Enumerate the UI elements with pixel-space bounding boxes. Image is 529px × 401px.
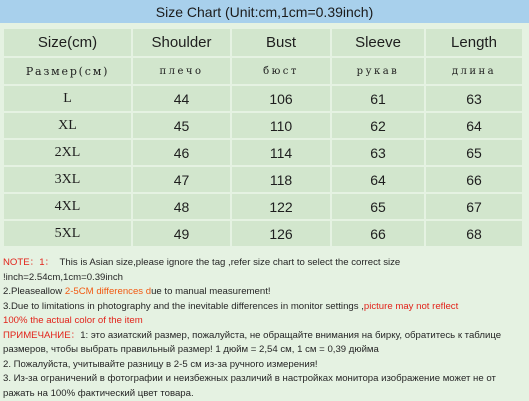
size-chart-table: [2, 27, 524, 248]
shoulder-cell: 49: [133, 221, 230, 246]
shoulder-cell: 47: [133, 167, 230, 192]
sleeve-cell: 62: [332, 113, 424, 138]
ru-note-line-1: [3, 329, 527, 344]
size-notes: [3, 256, 527, 401]
header-length-ru: длина: [426, 58, 522, 84]
table-row: [4, 113, 522, 138]
shoulder-cell: 48: [133, 194, 230, 219]
length-cell: 66: [426, 167, 522, 192]
header-shoulder-ru: плечо: [133, 58, 230, 84]
size-chart-title: Size Chart (Unit:cm,1cm=0.39inch): [0, 0, 529, 23]
table-row: [4, 167, 522, 192]
sleeve-cell: 65: [332, 194, 424, 219]
size-cell: XL: [4, 113, 131, 138]
size-cell: L: [4, 86, 131, 111]
sleeve-cell: 64: [332, 167, 424, 192]
sleeve-cell: 66: [332, 221, 424, 246]
note-line-2: [3, 285, 527, 300]
ru-note-line-2: 2. Пожалуйста, учитывайте разницу в 2-5 см из-за ручного измерения!: [3, 358, 527, 373]
header-sleeve-ru: рукав: [332, 58, 424, 84]
length-cell: 64: [426, 113, 522, 138]
header-bust-ru: бюст: [232, 58, 330, 84]
note-text: 1: это азиатский размер, пожалуйста, не обращайте внимания на бирку, обратитесь к таблице: [80, 330, 501, 341]
bust-cell: 126: [232, 221, 330, 246]
length-cell: 63: [426, 86, 522, 111]
ru-note-label: ПРИМЕЧАНИЕ：: [3, 330, 80, 341]
note-line-1: [3, 256, 527, 271]
header-length: Length: [426, 29, 522, 56]
header-bust: Bust: [232, 29, 330, 56]
bust-cell: 118: [232, 167, 330, 192]
header-row-english: [4, 29, 522, 56]
table-row: [4, 140, 522, 165]
size-cell: 2XL: [4, 140, 131, 165]
header-size: Size(cm): [4, 29, 131, 56]
note-line-3-cont: 100% the actual color of the item: [3, 314, 527, 329]
ru-note-line-3: 3. Из-за ограничений в фотографии и неизбежных различий в настройках монитора изображение может не от: [3, 372, 527, 387]
shoulder-cell: 46: [133, 140, 230, 165]
note-text: 3.Due to limitations in photography and the inevitable differences in monitor settings ,: [3, 301, 364, 312]
note-line-3: [3, 300, 527, 315]
header-sleeve: Sleeve: [332, 29, 424, 56]
note-highlight: picture may not reflect: [364, 301, 458, 312]
table-row: [4, 221, 522, 246]
sleeve-cell: 61: [332, 86, 424, 111]
size-cell: 4XL: [4, 194, 131, 219]
length-cell: 67: [426, 194, 522, 219]
note-label: NOTE：: [3, 257, 39, 268]
size-cell: 5XL: [4, 221, 131, 246]
table-row: [4, 194, 522, 219]
note-line-inch: !inch=2.54cm,1cm=0.39inch: [3, 271, 527, 286]
size-cell: 3XL: [4, 167, 131, 192]
note-text: ue to manual measurement!: [151, 286, 270, 297]
note-text: This is Asian size,please ignore the tag ,refer size chart to select the correct size: [60, 257, 401, 268]
ru-note-line-3-cont: ражать на 100% фактический цвет товара.: [3, 387, 527, 401]
length-cell: 65: [426, 140, 522, 165]
table-row: [4, 86, 522, 111]
bust-cell: 110: [232, 113, 330, 138]
ru-note-line-1-cont: размеров, чтобы выбрать правильный размер! 1 дюйм = 2,54 см, 1 см = 0,39 дюйма: [3, 343, 527, 358]
header-size-ru: Размер(см): [4, 58, 131, 84]
bust-cell: 114: [232, 140, 330, 165]
bust-cell: 106: [232, 86, 330, 111]
shoulder-cell: 44: [133, 86, 230, 111]
length-cell: 68: [426, 221, 522, 246]
note-text: 2.Pleaseallow: [3, 286, 65, 297]
header-shoulder: Shoulder: [133, 29, 230, 56]
sleeve-cell: 63: [332, 140, 424, 165]
note-number: 1：: [39, 257, 54, 268]
bust-cell: 122: [232, 194, 330, 219]
note-highlight: 2-5CM differences d: [65, 286, 151, 297]
shoulder-cell: 45: [133, 113, 230, 138]
header-row-russian: [4, 58, 522, 84]
